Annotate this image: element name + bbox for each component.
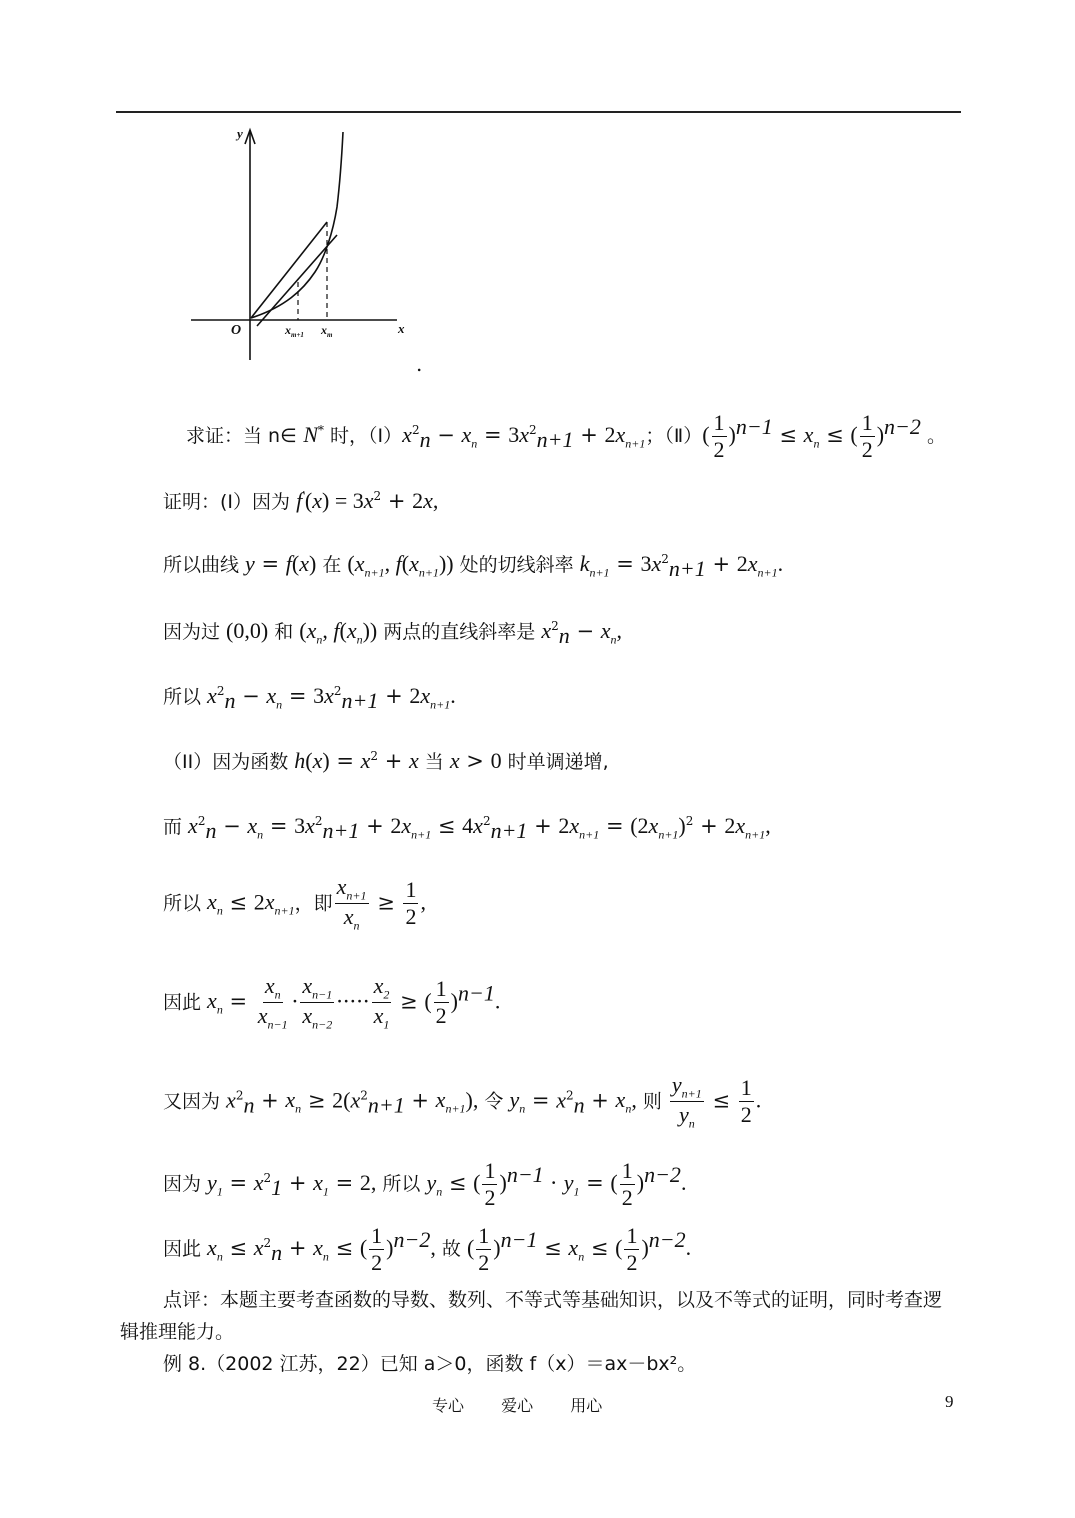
tangent-line (257, 235, 337, 326)
line-proof-3: 因为过 (0,0) 和 ($x_n$, $f(x_n)$) 两点的直线斜率是 $x^2_n - x_n$, (163, 618, 622, 649)
xm-label: $x_m$ (321, 323, 333, 339)
line-proof-11: 因此 $x_n \le x^2_n + x_n$ ≤ ( $\frac{1}{2}$ )$^{n-2}$, 故 ( $\frac{1}{2}$ )$^{n-1} \le x_n$ ≤ ( $\frac{1}{2}$ )$^{n-2}$. (163, 1223, 692, 1275)
line-proof-5: （II）因为函数 $h(x) = x^2 + x$ 当 x > 0 时单调递增, (163, 748, 609, 773)
xm1-label: $x_{m+1}$ (285, 323, 304, 339)
footer (432, 1393, 634, 1416)
footer-c: 用心 (570, 1396, 603, 1415)
line-proof-2: 所以曲线 y = f(x) 在 ($x_{n+1}$, $f(x_{n+1})$) 处的切线斜率 $k_{n+1} = 3x^2_{n+1} + 2x_{n+1}$. (163, 551, 784, 582)
header-rule (116, 111, 961, 113)
line-proof-4: 所以 $x^2_n - x_n = 3x^2_{n+1} + 2x_{n+1}$. (163, 683, 456, 714)
line-prove-statement: 求证：当 n∈ N* 时，$(Ⅰ)x^2_n - x_n = 3x^2_{n+1} + 2x_{n+1}$；（Ⅱ）( $\frac{1}{2}$ )$^{n-1} \le x_n$ ≤ ( $\frac{1}{2}$ )$^{n-2}$ 。 (186, 410, 946, 462)
line-proof-1: 证明：(I）因为 $f'(x) = 3x^2 + 2x$, (163, 488, 439, 513)
origin-label: O (231, 323, 242, 338)
y-axis-label: y (237, 126, 243, 141)
line-proof-6: 而 $x^2_n - x_n = 3x^2_{n+1} + 2x_{n+1} \le 4x^2_{n+1} + 2x_{n+1} = (2x_{n+1})^2 + 2x_{n+1}$, (163, 813, 771, 844)
footer-a: 专心 (432, 1396, 465, 1415)
line-proof-7: 所以 $x_n \le 2x_{n+1}$，即 $\frac{x_{n+1}}{x_n}$ ≥ $\frac{1}{2}$ , (163, 874, 426, 933)
comment-paragraph: 点评：本题主要考查函数的导数、数列、不等式等基础知识，以及不等式的证明，同时考查逻辑推理能力。 (120, 1289, 943, 1343)
figure-period: . (416, 352, 423, 376)
example-heading: 例 8.（2002 江苏，22）已知 a＞0，函数 f（x）＝ax－bx²。 (163, 1353, 697, 1375)
line-proof-8: 因此 $x_n$ = $\frac{x_n}{x_{n-1}}$ · $\frac{x_{n-1}}{x_{n-2}}$ ····· $\frac{x_2}{x_1}$ ≥ ( $\frac{1}{2}$ )$^{n-1}$. (163, 973, 501, 1032)
x-axis-label: x (398, 321, 405, 336)
page-number: 9 (945, 1392, 954, 1411)
line-proof-10: 因为 $y_1 = x^2_1 + x_1 = 2$, 所以 $y_n$ ≤ ( $\frac{1}{2}$ )$^{n-1} \cdot y_1$ = ( $\frac{1}{2}$ )$^{n-2}$. (163, 1158, 687, 1210)
line-proof-9: 又因为 $x^2_n + x_n \ge 2(x^2_{n+1} + x_{n+1})$, 令 $y_n = x^2_n + x_n$, 则 $\frac{y_{n+1}}{y_n}$ ≤ $\frac{1}{2}$ . (163, 1072, 762, 1131)
curve (251, 132, 343, 318)
footer-b: 爱心 (501, 1396, 534, 1415)
function-graph-figure (185, 122, 420, 367)
